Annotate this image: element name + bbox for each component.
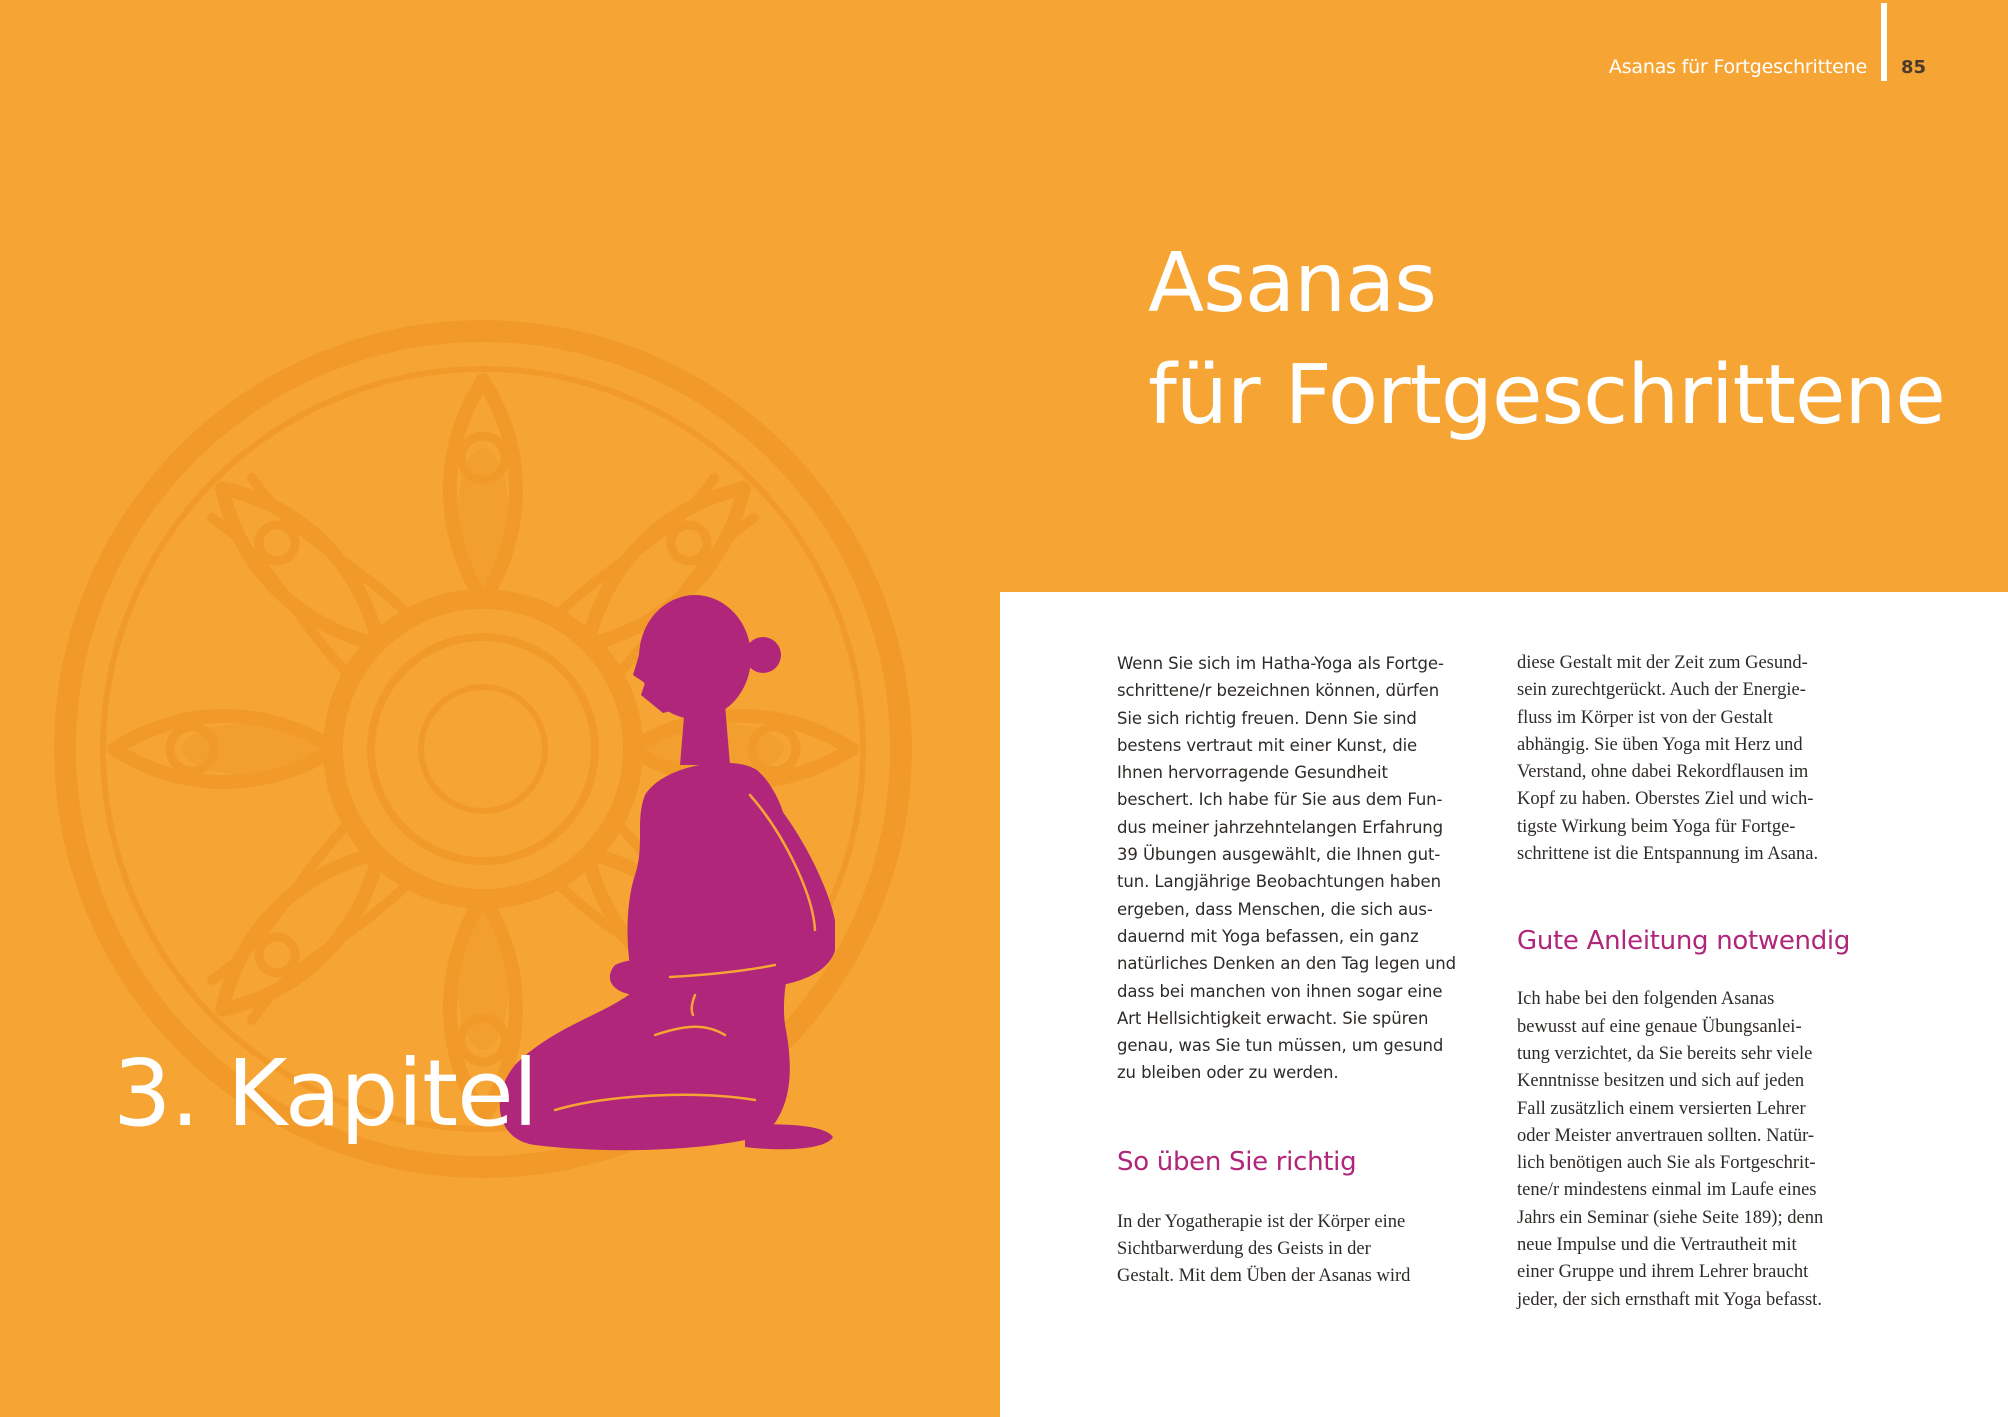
chapter-title-line-1: Asanas bbox=[1148, 236, 1437, 331]
text-line: jeder, der sich ernsthaft mit Yoga befasst. bbox=[1517, 1289, 1822, 1310]
text-line: dauernd mit Yoga befassen, ein ganz bbox=[1117, 926, 1419, 946]
text-line: beschert. Ich habe für Sie aus dem Fun- bbox=[1117, 790, 1443, 810]
text-line: Wenn Sie sich im Hatha-Yoga als Fortge- bbox=[1117, 654, 1444, 673]
text-line: dass bei manchen von ihnen sogar eine bbox=[1117, 981, 1443, 1001]
text-line: genau, was Sie tun müssen, um gesund bbox=[1117, 1036, 1444, 1056]
running-title: Asanas für Fortgeschrittene bbox=[1608, 56, 1867, 78]
text-line: Ihnen hervorragende Gesundheit bbox=[1117, 763, 1388, 783]
text-line: Kopf zu haben. Oberstes Ziel und wich- bbox=[1517, 789, 1814, 810]
text-line: 39 Übungen ausgewählt, die Ihnen gut- bbox=[1117, 845, 1441, 865]
chapter-label: 3. Kapitel bbox=[113, 1040, 538, 1147]
right-column bbox=[1517, 650, 1897, 1314]
text-line: Kenntnisse besitzen und sich auf jeden bbox=[1517, 1071, 1805, 1092]
text-line: sein zurechtgerückt. Auch der Energie- bbox=[1517, 680, 1806, 701]
text-line: bestens vertraut mit einer Kunst, die bbox=[1117, 735, 1418, 755]
kneeling-woman-icon bbox=[495, 595, 835, 1155]
left-column bbox=[1117, 650, 1497, 1291]
text-line: dus meiner jahrzehntelangen Erfahrung bbox=[1117, 817, 1444, 837]
text-line: zu bleiben oder zu werden. bbox=[1117, 1063, 1339, 1083]
text-line: ergeben, dass Menschen, die sich aus- bbox=[1117, 899, 1433, 919]
intro-paragraph bbox=[1117, 650, 1497, 1087]
text-line: diese Gestalt mit der Zeit zum Gesund- bbox=[1517, 653, 1808, 673]
text-line: Sichtbarwerdung des Geists in der bbox=[1117, 1239, 1371, 1260]
text-line: Ich habe bei den folgenden Asanas bbox=[1517, 989, 1775, 1010]
text-line: Sie sich richtig freuen. Denn Sie sind bbox=[1117, 708, 1417, 728]
body-paragraph bbox=[1117, 1209, 1497, 1291]
text-line: Jahrs ein Seminar (siehe Seite 189); denn bbox=[1517, 1207, 1824, 1228]
subheading-guidance: Gute Anleitung notwendig bbox=[1517, 926, 1851, 957]
header-divider-bar bbox=[1881, 3, 1887, 81]
body-paragraph bbox=[1517, 650, 1897, 868]
text-line: tung verzichtet, da Sie bereits sehr viele bbox=[1517, 1043, 1813, 1064]
chapter-title-line-2: für Fortgeschrittene bbox=[1148, 348, 1945, 443]
text-line: bewusst auf eine genaue Übungsanlei- bbox=[1517, 1016, 1802, 1037]
page-number: 85 bbox=[1900, 56, 1926, 78]
running-head bbox=[1609, 52, 1926, 82]
text-line: Gestalt. Mit dem Üben der Asanas wird bbox=[1117, 1266, 1411, 1287]
body-paragraph bbox=[1517, 986, 1897, 1314]
text-line: schrittene/r bezeichnen können, dürfen bbox=[1117, 681, 1440, 701]
text-line: In der Yogatherapie ist der Körper eine bbox=[1117, 1211, 1406, 1232]
text-line: Art Hellsichtigkeit erwacht. Sie spüren bbox=[1117, 1008, 1429, 1028]
text-line: abhängig. Sie üben Yoga mit Herz und bbox=[1517, 734, 1803, 755]
text-line: lich benötigen auch Sie als Fortgeschrit- bbox=[1517, 1153, 1816, 1174]
text-line: tene/r mindestens einmal im Laufe eines bbox=[1517, 1180, 1817, 1201]
text-line: oder Meister anvertrauen sollten. Natür- bbox=[1517, 1125, 1815, 1146]
text-line: natürliches Denken an den Tag legen und bbox=[1117, 954, 1456, 974]
text-line: fluss im Körper ist von der Gestalt bbox=[1517, 707, 1773, 728]
text-line: neue Impulse und die Vertrautheit mit bbox=[1517, 1235, 1797, 1256]
text-line: einer Gruppe und ihrem Lehrer braucht bbox=[1517, 1262, 1809, 1283]
text-line: schrittene ist die Entspannung im Asana. bbox=[1517, 844, 1819, 865]
subheading-practice: So üben Sie richtig bbox=[1117, 1146, 1357, 1177]
text-line: Fall zusätzlich einem versierten Lehrer bbox=[1517, 1098, 1806, 1119]
text-line: Verstand, ohne dabei Rekordflausen im bbox=[1517, 762, 1809, 783]
text-line: tun. Langjährige Beobachtungen haben bbox=[1117, 872, 1441, 892]
chapter-title bbox=[1148, 228, 1945, 452]
text-line: tigste Wirkung beim Yoga für Fortge- bbox=[1517, 816, 1796, 837]
